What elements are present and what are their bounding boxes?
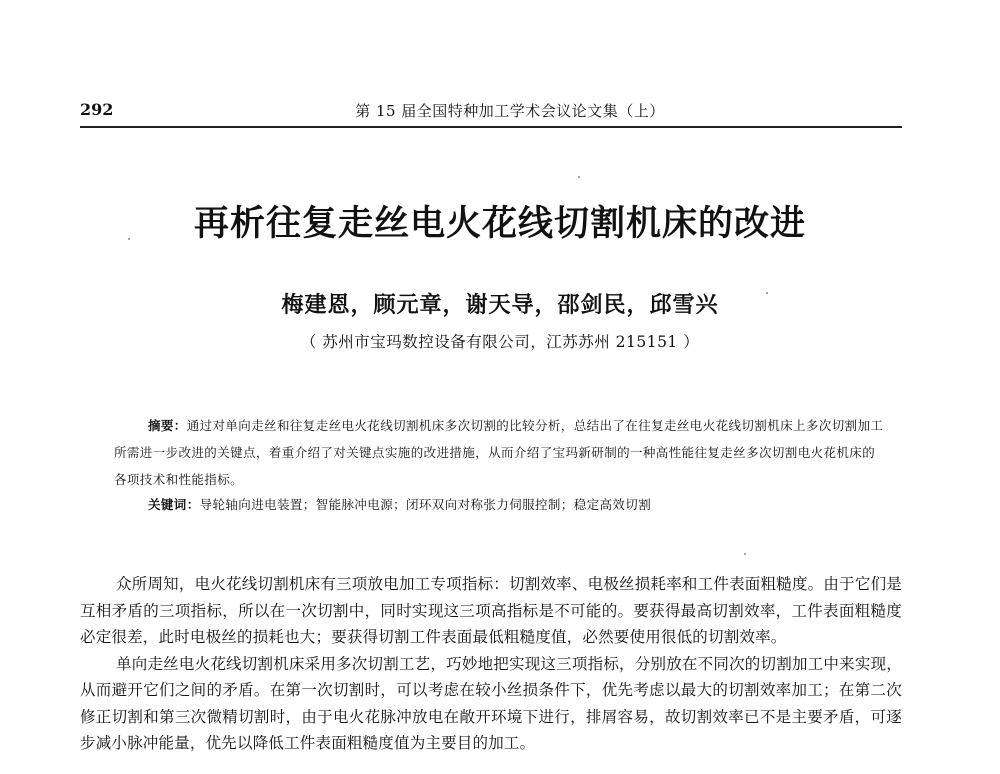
scan-speck <box>744 553 746 555</box>
abstract-text: 通过对单向走丝和往复走丝电火花线切割机床多次切割的比较分析，总结出了在往复走丝电火花线切割机床上多次切割加工所需进一步改进的关键点，着重介绍了对关键点实施的改进措施，从而介绍了宝玛新研制的一种高性能往复走丝多次切割电火花机床的各项技术和性能指标。 <box>114 418 884 487</box>
journal-name: 第 15 届全国特种加工学术会议论文集（上） <box>355 102 665 120</box>
abstract <box>114 412 886 493</box>
scan-speck <box>766 292 768 294</box>
author-affiliation: （ 苏州市宝玛数控设备有限公司，江苏苏州 215151 ） <box>300 333 700 351</box>
body-paragraph: 众所周知，电火花线切割机床有三项放电加工专项指标：切割效率、电极丝损耗率和工件表面粗糙度。由于它们是互相矛盾的三项指标，所以在一次切割中，同时实现这三项高指标是不可能的。要获得最高切割效率，工件表面粗糙度必定很差，此时电极丝的损耗也大；要获得切割工件表面最低粗糙度值，必然要使用很低的切割效率。 <box>80 575 902 646</box>
page-number: 292 <box>80 100 114 119</box>
scan-speck <box>128 238 130 240</box>
keywords-label: 关键词： <box>148 497 200 512</box>
keywords-text: 导轮轴向进电装置；智能脉冲电源；闭环双向对称张力伺服控制；稳定高效切割 <box>199 497 652 512</box>
author-list: 梅建恩，顾元章，谢天导，邵剑民，邱雪兴 <box>281 292 719 318</box>
paper-title: 再析往复走丝电火花线切割机床的改进 <box>193 204 806 244</box>
body-text <box>80 571 902 757</box>
keywords <box>148 491 888 518</box>
running-header <box>80 98 902 128</box>
scan-speck <box>578 176 580 178</box>
body-paragraph: 单向走丝电火花线切割机床采用多次切割工艺，巧妙地把实现这三项指标，分别放在不同次的切割加工中来实现，从而避开它们之间的矛盾。在第一次切割时，可以考虑在较小丝损条件下，优先考虑以最大的切割效率加工；在第二次修正切割和第三次微精切割时，由于电火花脉冲放电在敞开环境下进行，排屑容易，故切割效率已不是主要矛盾，可逐步减小脉冲能量，优先以降低工件表面粗糙度值为主要目的加工。 <box>80 654 902 752</box>
abstract-label: 摘要： <box>148 418 187 433</box>
